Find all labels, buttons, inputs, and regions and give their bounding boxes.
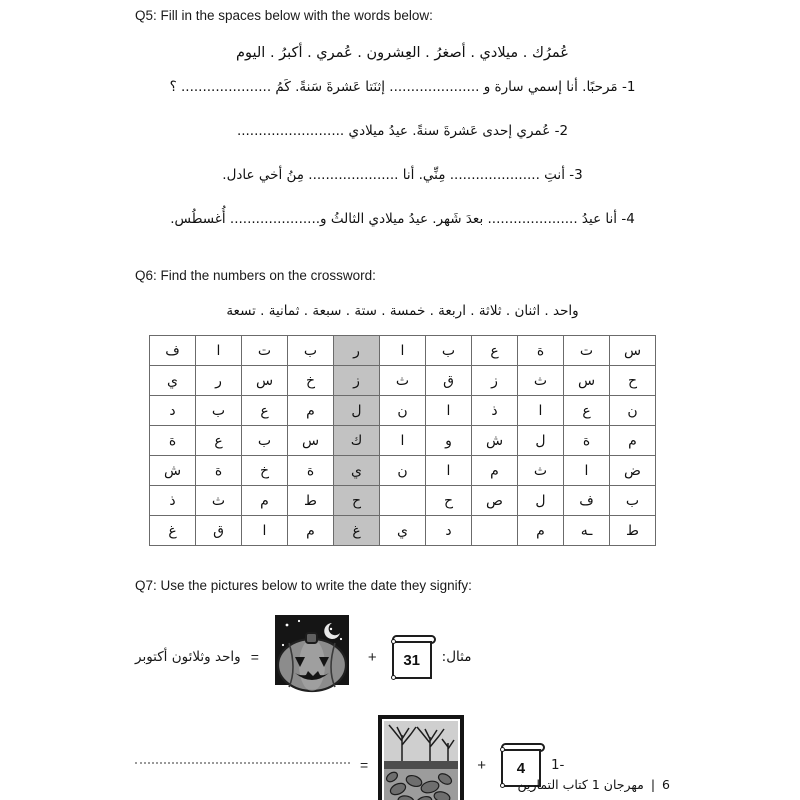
crossword-cell[interactable]: غ (334, 516, 380, 546)
crossword-cell[interactable]: ح (610, 366, 656, 396)
crossword-cell[interactable]: م (288, 396, 334, 426)
crossword-cell[interactable]: ة (288, 456, 334, 486)
crossword-cell[interactable]: ح (334, 486, 380, 516)
crossword-cell[interactable]: ش (150, 456, 196, 486)
pumpkin-night-icon (269, 615, 355, 699)
crossword-cell[interactable]: ع (242, 396, 288, 426)
crossword-cell[interactable]: ض (610, 456, 656, 486)
crossword-cell[interactable]: ل (518, 426, 564, 456)
crossword-cell[interactable]: ا (196, 336, 242, 366)
crossword-cell[interactable]: ف (150, 336, 196, 366)
crossword-cell[interactable]: خ (242, 456, 288, 486)
crossword-cell[interactable]: ا (380, 426, 426, 456)
crossword-cell[interactable]: ث (196, 486, 242, 516)
crossword-cell[interactable]: ا (242, 516, 288, 546)
crossword-cell[interactable]: ت (242, 336, 288, 366)
calendar-ring-bottom (500, 783, 505, 788)
crossword-cell[interactable]: ا (426, 456, 472, 486)
crossword-cell[interactable]: غ (150, 516, 196, 546)
q5-item-1[interactable]: 1- مَرحبًا. أنا إسمي سارة و ..................... إثنَتا عَشرةَ سَنةً. كَمُ ..................... ؟ (169, 79, 636, 95)
footer-book-title: مهرجان 1 كتاب التمارين (517, 777, 644, 792)
crossword-cell[interactable]: ب (242, 426, 288, 456)
crossword-cell[interactable]: ك (334, 426, 380, 456)
crossword-cell[interactable]: ث (380, 366, 426, 396)
crossword-cell[interactable]: د (150, 396, 196, 426)
crossword-cell[interactable]: ط (610, 516, 656, 546)
crossword-cell[interactable]: ز (334, 366, 380, 396)
crossword-cell[interactable]: ح (426, 486, 472, 516)
crossword-cell[interactable]: ش (472, 426, 518, 456)
q5-item-4[interactable]: 4- أنا عيدُ ..................... بعدَ شَهر. عيدُ ميلادي الثالثُ و..................... أُغسطُس. (170, 211, 635, 227)
crossword-cell[interactable]: ل (518, 486, 564, 516)
crossword-cell[interactable]: ب (196, 396, 242, 426)
q7-item-1-label: -1 (550, 757, 565, 773)
crossword-cell[interactable]: ب (426, 336, 472, 366)
calendar-ring-top (391, 639, 396, 644)
crossword-cell[interactable]: ي (334, 456, 380, 486)
crossword-cell[interactable]: ز (472, 366, 518, 396)
crossword-row (150, 516, 656, 546)
crossword-cell[interactable]: ة (196, 456, 242, 486)
crossword-cell[interactable]: س (610, 336, 656, 366)
crossword-row (150, 456, 656, 486)
q7-example-answer: واحد وثلائون أكتوبر (135, 649, 241, 665)
crossword-cell[interactable]: ث (518, 456, 564, 486)
crossword-row (150, 336, 656, 366)
crossword-cell[interactable]: د (426, 516, 472, 546)
q7-heading: Q7: Use the pictures below to write the date they signify: (135, 578, 472, 593)
crossword-cell[interactable]: و (426, 426, 472, 456)
q5-heading: Q5: Fill in the spaces below with the words below: (135, 8, 433, 23)
crossword-row (150, 426, 656, 456)
crossword-cell[interactable]: ر (334, 336, 380, 366)
q5-item-list (135, 79, 670, 227)
crossword-cell[interactable]: ا (426, 396, 472, 426)
crossword-cell[interactable]: ق (196, 516, 242, 546)
calendar-ring-bottom (391, 675, 396, 680)
crossword-cell[interactable]: ن (610, 396, 656, 426)
crossword-row (150, 486, 656, 516)
crossword-grid[interactable] (149, 335, 656, 546)
q6-number-bank: واحد . اثنان . ثلاثة . اربعة . خمسة . ستة . سبعة . ثمانية . تسعة (226, 303, 579, 319)
crossword-cell[interactable] (472, 516, 518, 546)
crossword-cell[interactable]: ا (564, 456, 610, 486)
calendar-number: 4 (501, 749, 541, 787)
calendar-icon-31 (390, 633, 436, 681)
crossword-cell[interactable]: ا (518, 396, 564, 426)
q7-example-label: مثال: (441, 649, 472, 665)
crossword-cell[interactable]: ق (426, 366, 472, 396)
crossword-cell[interactable]: ب (288, 336, 334, 366)
question-7-section (135, 578, 670, 800)
crossword-row (150, 366, 656, 396)
crossword-cell[interactable]: ع (564, 396, 610, 426)
crossword-cell[interactable]: م (242, 486, 288, 516)
crossword-cell[interactable]: ا (380, 336, 426, 366)
crossword-cell[interactable]: م (518, 516, 564, 546)
crossword-cell[interactable]: ـه (564, 516, 610, 546)
crossword-cell[interactable]: ص (472, 486, 518, 516)
q6-heading: Q6: Find the numbers on the crossword: (135, 268, 376, 283)
crossword-cell[interactable]: ن (380, 396, 426, 426)
crossword-cell[interactable]: ذ (472, 396, 518, 426)
crossword-cell[interactable]: م (610, 426, 656, 456)
crossword-cell[interactable]: م (472, 456, 518, 486)
crossword-cell[interactable]: ة (150, 426, 196, 456)
q7-item-1-answer-blank[interactable] (135, 762, 350, 764)
crossword-cell[interactable]: س (564, 366, 610, 396)
calendar-ring-top (500, 747, 505, 752)
crossword-cell[interactable]: ة (518, 336, 564, 366)
crossword-cell[interactable]: ث (518, 366, 564, 396)
crossword-cell[interactable]: ف (564, 486, 610, 516)
crossword-cell[interactable]: خ (288, 366, 334, 396)
crossword-cell[interactable]: م (288, 516, 334, 546)
crossword-cell[interactable]: ي (150, 366, 196, 396)
crossword-cell[interactable]: ة (564, 426, 610, 456)
crossword-cell[interactable]: ل (334, 396, 380, 426)
q7-example-row (135, 615, 670, 699)
crossword-cell[interactable]: ي (380, 516, 426, 546)
crossword-cell[interactable]: ت (564, 336, 610, 366)
crossword-cell[interactable]: ذ (150, 486, 196, 516)
page-footer (517, 777, 670, 792)
equals-sign: = (250, 649, 259, 665)
crossword-cell[interactable]: ب (610, 486, 656, 516)
autumn-trees-leaves-icon (378, 715, 464, 800)
crossword-row (150, 396, 656, 426)
crossword-cell[interactable]: س (288, 426, 334, 456)
q5-item-3[interactable]: 3- أنتِ ..................... مِنِّي. أنا ..................... مِنُ أخي عادل. (222, 167, 583, 183)
plus-sign: + (477, 756, 486, 774)
crossword-cell[interactable]: س (242, 366, 288, 396)
footer-page-number: 6 (662, 777, 670, 792)
crossword-cell[interactable]: ط (288, 486, 334, 516)
crossword-cell[interactable]: ع (196, 426, 242, 456)
footer-separator: | (650, 777, 656, 792)
crossword-cell[interactable]: ر (196, 366, 242, 396)
crossword-cell[interactable]: ن (380, 456, 426, 486)
crossword-cell[interactable]: ع (472, 336, 518, 366)
q5-item-2[interactable]: 2- عُمري إحدى عَشرةَ سنةً. عيدُ ميلادي ......................... (236, 123, 569, 139)
equals-sign: = (360, 757, 369, 773)
crossword-cell[interactable] (380, 486, 426, 516)
question-6-section (135, 268, 670, 546)
q5-word-bank: عُمرُك . ميلادي . أصغرُ . العِشرون . عُمري . أكبرُ . اليوم (236, 45, 569, 61)
plus-sign: + (367, 648, 377, 666)
calendar-number: 31 (392, 641, 432, 679)
question-5-section (135, 8, 670, 255)
